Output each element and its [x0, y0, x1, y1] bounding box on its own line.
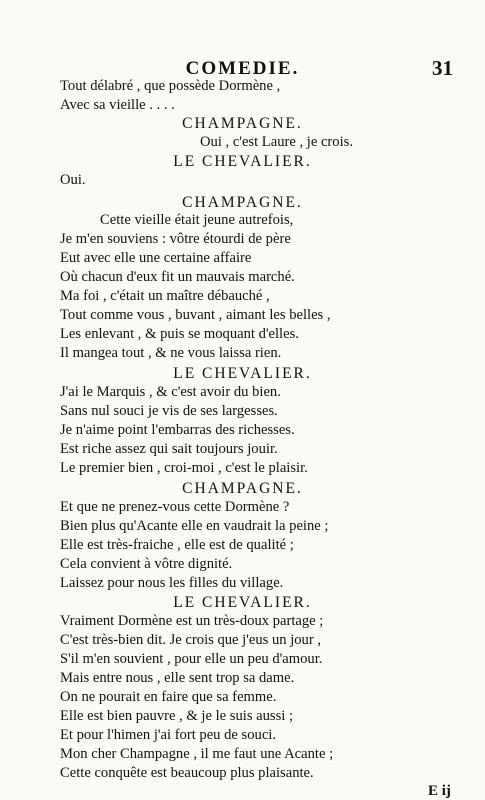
speaker-name: CHAMPAGNE. [182, 480, 303, 497]
verse-line: Vraiment Dormène est un très-doux partage ; [60, 613, 324, 629]
verse-line: Laissez pour nous les filles du village. [60, 575, 284, 591]
verse-line: Où chacun d'eux fit un mauvais marché. [60, 269, 295, 285]
speaker-name: LE CHEVALIER. [173, 365, 312, 382]
verse-line: On ne pourait en faire que sa femme. [60, 689, 277, 705]
verse-line: Les enlevant , & puis se moquant d'elles. [60, 326, 299, 342]
speaker-name: LE CHEVALIER. [173, 594, 312, 611]
running-title: COMEDIE. [185, 58, 300, 79]
verse-line: J'ai le Marquis , & c'est avoir du bien. [60, 384, 281, 400]
verse-line: Le premier bien , croi-moi , c'est le plaisir. [60, 460, 308, 476]
verse-line: Mais entre nous , elle sent trop sa dame. [60, 670, 295, 686]
speaker-name: CHAMPAGNE. [182, 194, 303, 211]
verse-line: S'il m'en souvient , pour elle un peu d'amour. [60, 651, 323, 667]
verse-line: Cette vieille était jeune autrefois, [100, 212, 294, 228]
verse-line: Cette conquête est beaucoup plus plaisante. [60, 765, 314, 781]
verse-line: Avec sa vieille . . . . [60, 97, 175, 113]
speaker-name: LE CHEVALIER. [173, 153, 312, 170]
speaker-name: CHAMPAGNE. [182, 115, 303, 132]
verse-line: Oui , c'est Laure , je crois. [200, 134, 353, 150]
verse-line: Bien plus qu'Acante elle en vaudrait la peine ; [60, 518, 329, 534]
verse-line: Elle est bien pauvre , & je le suis aussi ; [60, 708, 294, 724]
verse-line: C'est très-bien dit. Je crois que j'eus un jour , [60, 632, 322, 648]
verse-line: Tout délabré , que possède Dormène , [60, 78, 281, 94]
verse-line: Je m'en souviens : vôtre étourdi de père [60, 231, 291, 247]
verse-line: Est riche assez qui sait toujours jouir. [60, 441, 278, 457]
signature-mark: E ij [428, 783, 451, 799]
verse-line: Tout comme vous , buvant , aimant les belles , [60, 307, 331, 323]
verse-line: Et que ne prenez-vous cette Dormène ? [60, 499, 290, 515]
verse-line: Oui. [60, 172, 86, 188]
verse-line: Ma foi , c'était un maître débauché , [60, 288, 270, 304]
verse-line: Sans nul souci je vis de ses largesses. [60, 403, 278, 419]
verse-line: Eut avec elle une certaine affaire [60, 250, 252, 266]
verse-line: Cela convient à vôtre dignité. [60, 556, 233, 572]
verse-line: Elle est très-fraiche , elle est de qualité ; [60, 537, 294, 553]
verse-line: Il mangea tout , & ne vous laissa rien. [60, 345, 282, 361]
verse-line: Mon cher Champagne , il me faut une Acante ; [60, 746, 334, 762]
verse-line: Je n'aime point l'embarras des richesses. [60, 422, 295, 438]
page-number: 31 [432, 56, 453, 80]
verse-line: Et pour l'himen j'ai fort peu de souci. [60, 727, 277, 743]
